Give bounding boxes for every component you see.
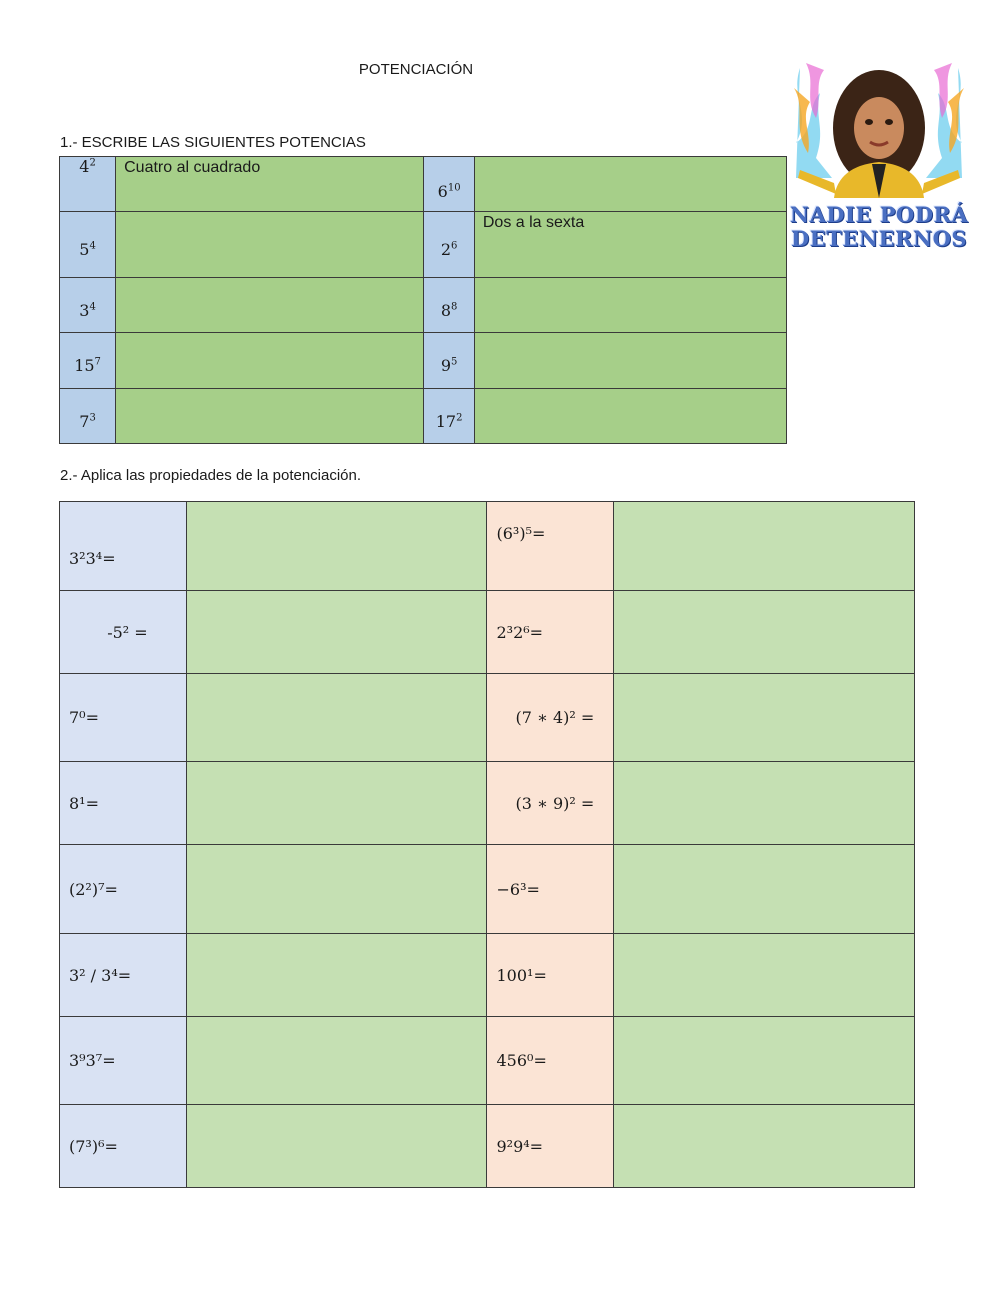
power-base: 9: [440, 356, 452, 375]
properties-row: [60, 934, 915, 1017]
answer-cell[interactable]: [474, 389, 786, 444]
section1-heading: 1.- ESCRIBE LAS SIGUIENTES POTENCIAS: [60, 134, 366, 151]
power-base: 5: [79, 240, 90, 259]
power-exponent: 5: [451, 356, 458, 368]
powers-table: [59, 156, 787, 444]
answer-cell[interactable]: [186, 674, 487, 762]
power-base: 3: [79, 300, 90, 320]
answer-cell[interactable]: Dos a la sexta: [474, 212, 786, 278]
property-expression: 8¹=: [60, 762, 187, 845]
power-expression: [424, 212, 475, 278]
power-base: 15: [74, 356, 95, 375]
power-base: 4: [79, 157, 90, 176]
property-expression: 7⁰=: [60, 674, 187, 762]
powers-row: [60, 157, 787, 212]
answer-cell[interactable]: [186, 845, 487, 934]
answer-cell[interactable]: [614, 591, 915, 674]
powers-row: [60, 278, 787, 333]
property-expression: (7 ∗ 4)² =: [487, 674, 614, 762]
answer-cell[interactable]: [116, 278, 424, 333]
answer-cell[interactable]: [614, 762, 915, 845]
property-expression: 100¹=: [487, 934, 614, 1017]
answer-cell[interactable]: Cuatro al cuadrado: [116, 157, 424, 212]
answer-cell[interactable]: [474, 278, 786, 333]
power-base: 17: [435, 411, 457, 431]
property-expression: 2³2⁶=: [487, 591, 614, 674]
properties-row: [60, 674, 915, 762]
property-expression: −6³=: [487, 845, 614, 934]
power-exponent: 4: [89, 301, 96, 313]
property-expression: (7³)⁶=: [60, 1105, 187, 1188]
property-expression: (3 ∗ 9)² =: [487, 762, 614, 845]
power-base: 8: [440, 300, 452, 320]
logo: [786, 58, 972, 251]
answer-cell[interactable]: [614, 1017, 915, 1105]
power-expression: [60, 212, 116, 278]
answer-cell[interactable]: [614, 1105, 915, 1188]
answer-cell[interactable]: [186, 1017, 487, 1105]
logo-text-line1: NADIE PODRÁ: [789, 202, 969, 227]
answer-cell[interactable]: [186, 502, 487, 591]
power-base: 6: [437, 181, 448, 201]
answer-cell[interactable]: [614, 502, 915, 591]
answer-cell[interactable]: [186, 762, 487, 845]
power-expression: [60, 389, 116, 444]
power-exponent: 7: [94, 356, 101, 368]
power-expression: [424, 333, 475, 389]
powers-row: [60, 333, 787, 389]
power-exponent: 10: [447, 182, 461, 194]
power-exponent: 4: [89, 240, 96, 252]
answer-cell[interactable]: [614, 674, 915, 762]
power-exponent: 2: [456, 412, 463, 424]
properties-row: [60, 591, 915, 674]
section2-heading: 2.- Aplica las propiedades de la potenciación.: [60, 467, 362, 484]
properties-table: [59, 501, 915, 1188]
power-expression: [60, 157, 116, 212]
answer-cell[interactable]: [116, 333, 424, 389]
power-expression: [60, 278, 116, 333]
property-expression: 3² / 3⁴=: [60, 934, 187, 1017]
avatar-illustration: [786, 58, 972, 198]
power-expression: [424, 157, 475, 212]
answer-cell[interactable]: [186, 934, 487, 1017]
property-expression: 456⁰=: [487, 1017, 614, 1105]
answer-cell[interactable]: [186, 1105, 487, 1188]
answer-cell[interactable]: [614, 845, 915, 934]
power-expression: [424, 389, 475, 444]
power-expression: [424, 278, 475, 333]
property-expression: 3⁹3⁷=: [60, 1017, 187, 1105]
property-expression: 3²3⁴=: [60, 502, 187, 591]
answer-cell[interactable]: [186, 591, 487, 674]
properties-row: [60, 1105, 915, 1188]
properties-row: [60, 845, 915, 934]
properties-row: [60, 1017, 915, 1105]
page-title: POTENCIACIÓN: [358, 61, 474, 78]
power-base: 2: [440, 240, 452, 259]
answer-cell[interactable]: [116, 389, 424, 444]
power-exponent: 8: [451, 301, 458, 313]
property-expression: 9²9⁴=: [487, 1105, 614, 1188]
property-expression: (2²)⁷=: [60, 845, 187, 934]
answer-cell[interactable]: [474, 333, 786, 389]
power-base: 7: [79, 411, 90, 431]
powers-row: [60, 389, 787, 444]
answer-cell[interactable]: [474, 157, 786, 212]
property-expression: -5² =: [60, 591, 187, 674]
power-exponent: 3: [89, 412, 96, 424]
properties-row: [60, 762, 915, 845]
property-expression: (6³)⁵=: [487, 502, 614, 591]
power-exponent: 6: [451, 240, 458, 252]
properties-row: [60, 502, 915, 591]
powers-row: [60, 212, 787, 278]
answer-cell[interactable]: [116, 212, 424, 278]
answer-cell[interactable]: [614, 934, 915, 1017]
logo-text-line2: DETENERNOS: [790, 226, 968, 251]
power-expression: [60, 333, 116, 389]
power-exponent: 2: [89, 157, 96, 169]
